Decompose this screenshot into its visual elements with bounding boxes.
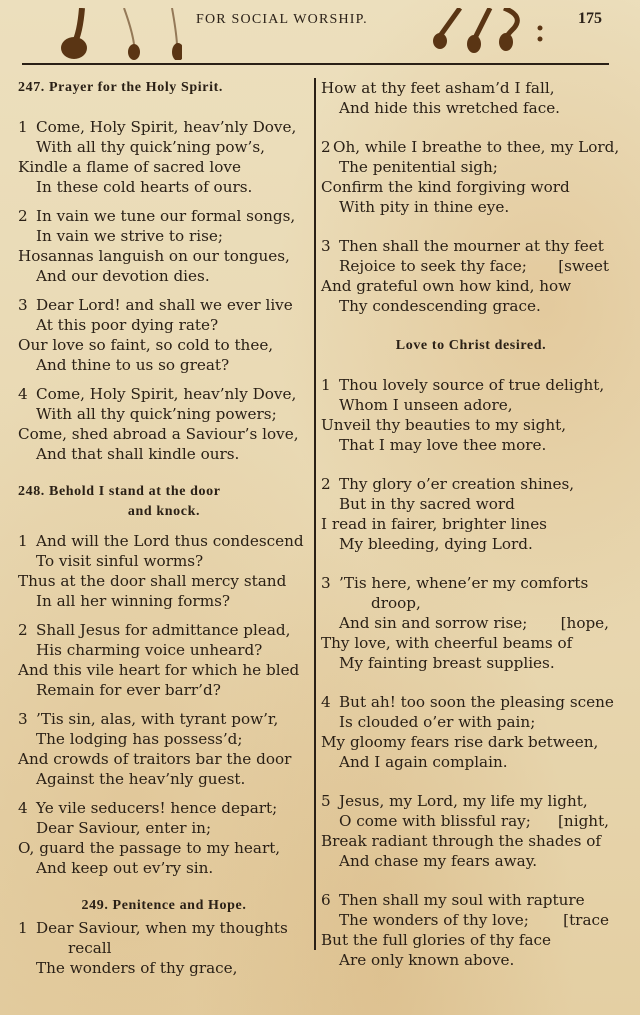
running-head [0,8,640,38]
verse-line: And sin and sorrow rise; [339,614,528,632]
verse-line: With pity in thine eye. [339,198,510,216]
verse-line: And this vile heart for which he bled [18,661,300,679]
stanza [18,384,310,464]
verse-line: In vain we strive to rise; [36,227,224,245]
hymn-247 [18,78,310,464]
stanza [321,375,621,455]
verse-line: Break radiant through the shades of [321,832,601,850]
column-divider [314,78,316,950]
verse-line: Is clouded o’er with pain; [339,713,536,731]
hymn-title: 248. Behold I stand at the door [18,484,221,499]
stanza-number: 2 [321,475,331,493]
hymn-248 [18,482,310,878]
verse-line: That I may love thee more. [339,436,547,454]
stanza [321,474,621,554]
stanza-number: 1 [18,118,28,136]
hymn-249 [18,896,310,978]
verse-line: Dear Saviour, when my thoughts [36,919,288,937]
hymn-love-to-christ [321,336,621,970]
stanza [18,918,310,978]
hymn-title-continued: and knock. [127,504,201,519]
turnover-word: [hope, [560,614,609,632]
stanza [18,531,310,611]
turnover-word: [sweet [558,257,609,275]
stanza-number: 4 [321,693,331,711]
verse-line: At this poor dying rate? [36,316,219,334]
verse-line: With all thy quick’ning powers; [36,405,277,423]
stanza-number: 1 [18,532,28,550]
verse-line: His charming voice unheard? [36,641,263,659]
verse-line: Come, shed abroad a Saviour’s love, [18,425,299,443]
verse-line: Thy condescending grace. [339,297,541,315]
verse-line: My fainting breast supplies. [339,654,555,672]
ink-annotation-right-icon [430,8,550,60]
stanza [321,236,621,316]
header-rule [22,63,609,65]
stanza-number: 3 [321,574,331,592]
verse-line: And chase my fears away. [339,852,538,870]
stanza [321,78,621,118]
left-column [18,78,310,978]
hymn-title: Love to Christ desired. [395,338,547,353]
stanza-number: 6 [321,891,331,909]
stanza [18,117,310,197]
stanza [18,206,310,286]
verse-line: Against the heav’nly guest. [36,770,246,788]
verse-line: Shall Jesus for admittance plead, [36,621,291,639]
verse-line: The wonders of thy love; [339,911,529,929]
verse-line: Oh, while I breathe to thee, my Lord, [333,138,620,156]
verse-line: With all thy quick’ning pow’s, [36,138,265,156]
verse-line: My gloomy fears rise dark between, [321,733,599,751]
verse-line: Dear Saviour, enter in; [36,819,212,837]
verse-line: And thine to us so great? [36,356,230,374]
stanza-number: 5 [321,792,331,810]
verse-line: But in thy sacred word [339,495,515,513]
verse-line: The wonders of thy grace, [36,959,238,977]
verse-line: Then shall my soul with rapture [339,891,585,909]
stanza-number: 4 [18,385,28,403]
verse-line: Come, Holy Spirit, heav’nly Dove, [36,385,297,403]
stanza-number: 1 [321,376,331,394]
turnover-word: [trace [563,911,609,929]
stanza [321,573,621,673]
verse-line: Thus at the door shall mercy stand [18,572,287,590]
verse-line: Then shall the mourner at thy feet [339,237,604,255]
verse-line: Ye vile seducers! hence depart; [36,799,278,817]
page-number: 175 [578,10,602,27]
verse-line: How at thy feet asham’d I fall, [321,79,555,97]
verse-line: And crowds of traitors bar the door [18,750,292,768]
stanza-number: 2 [18,207,28,225]
verse-line: The lodging has possess’d; [36,730,243,748]
verse-line: In vain we tune our formal songs, [36,207,296,225]
verse-line: In all her winning forms? [36,592,231,610]
verse-line: ’Tis here, whene’er my comforts [339,574,589,592]
stanza-number: 3 [18,710,28,728]
verse-line: I read in fairer, brighter lines [321,515,547,533]
stanza [321,791,621,871]
stanza [18,620,310,700]
verse-line: Are only known above. [339,951,515,969]
turnover-word: [night, [558,812,609,830]
verse-line: Confirm the kind forgiving word [321,178,570,196]
stanza [18,295,310,375]
verse-line: Whom I unseen adore, [339,396,513,414]
stanza-number: 4 [18,799,28,817]
verse-line: Our love so faint, so cold to thee, [18,336,274,354]
verse-line: Jesus, my Lord, my life my light, [339,792,588,810]
stanza-number: 3 [321,237,331,255]
stanza-number: 2 [18,621,28,639]
verse-line: Unveil thy beauties to my sight, [321,416,567,434]
verse-line: Thy love, with cheerful beams of [321,634,573,652]
verse-line: The penitential sigh; [339,158,498,176]
verse-line: O, guard the passage to my heart, [18,839,281,857]
verse-line: And our devotion dies. [36,267,210,285]
verse-line: ’Tis sin, alas, with tyrant pow’r, [36,710,279,728]
stanza-number: 3 [18,296,28,314]
stanza [321,890,621,970]
verse-line: Kindle a flame of sacred love [18,158,241,176]
stanza [18,798,310,878]
verse-line: And keep out ev’ry sin. [36,859,214,877]
verse-line: In these cold hearts of ours. [36,178,253,196]
verse-line: My bleeding, dying Lord. [339,535,533,553]
verse-line-runover: recall [68,939,112,957]
verse-line: Rejoice to seek thy face; [339,257,527,275]
verse-line: And will the Lord thus condescend [36,532,304,550]
stanza-number: 1 [18,919,28,937]
verse-line: Come, Holy Spirit, heav’nly Dove, [36,118,297,136]
hymn-title: 247. Prayer for the Holy Spirit. [18,80,223,95]
verse-line: O come with blissful ray; [339,812,531,830]
stanza-number: 2 [321,138,331,156]
hymn-title: 249. Penitence and Hope. [81,898,247,913]
stanza [18,709,310,789]
verse-line: But the full glories of thy face [321,931,552,949]
stanza [321,692,621,772]
verse-line: Dear Lord! and shall we ever live [36,296,293,314]
running-title: FOR SOCIAL WORSHIP. [196,12,368,27]
verse-line-runover: droop, [371,594,421,612]
verse-line: Thou lovely source of true delight, [339,376,605,394]
verse-line: And grateful own how kind, how [321,277,572,295]
verse-line: Hosannas languish on our tongues, [18,247,290,265]
verse-line: And hide this wretched face. [339,99,561,117]
ink-annotation-left-icon [52,8,182,60]
verse-line: To visit sinful worms? [36,552,204,570]
verse-line: And I again complain. [339,753,508,771]
verse-line: But ah! too soon the pleasing scene [339,693,614,711]
right-column [321,78,621,970]
stanza [321,137,621,217]
verse-line: And that shall kindle ours. [36,445,240,463]
hymn-249-continued [321,78,621,316]
verse-line: Remain for ever barr’d? [36,681,221,699]
verse-line: Thy glory o’er creation shines, [339,475,575,493]
